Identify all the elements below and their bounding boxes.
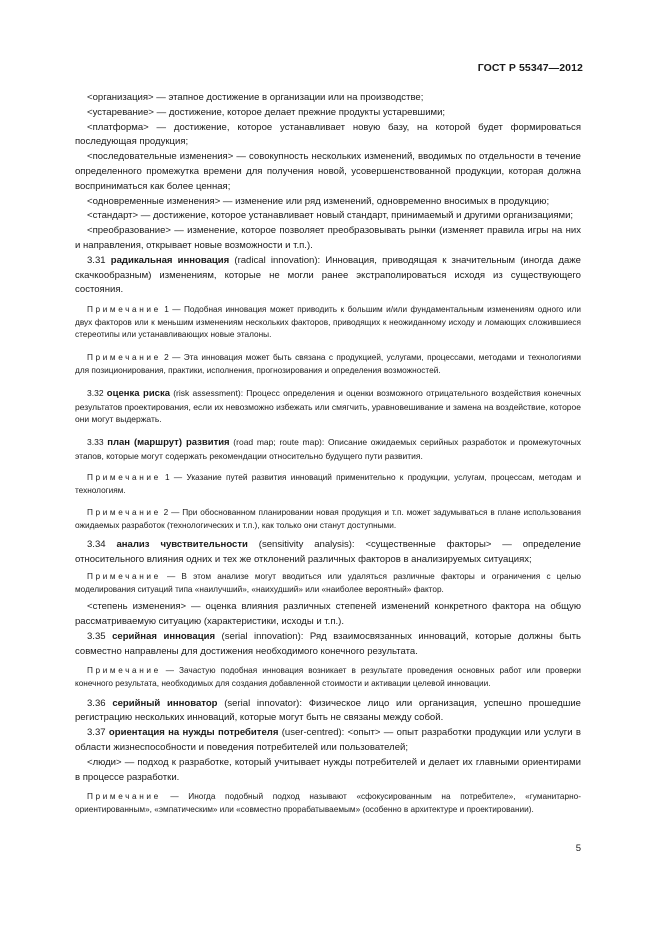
paragraph: <организация> — этапное достижение в организации или на производстве;: [87, 92, 424, 103]
term-text: (risk assessment): Процесс определения и оценки возможного отрицательного воздействия конечных результатов проектирования, если их невозможно избежать или смягчить, уравновешивание и замена на воздействие, которое они могут выдержать.: [75, 388, 581, 425]
note-block: Примечание 1 — Указание путей развития инноваций применительно к продукции, услугам, процессам, методам и технологиям.: [75, 473, 581, 495]
note-label: Примечание: [87, 473, 161, 483]
paragraph: <последовательные изменения> — совокупность нескольких изменений, вводимых по отдельности в течение определенного промежутка времени для получения новой, усовершенствованной продукции, которая должна восприниматься как более ценная;: [75, 151, 581, 192]
term-name: серийный инноватор: [112, 697, 218, 709]
paragraph: <преобразование> — изменение, которое позволяет преобразовывать рынки (изменяет правила игры на них и направления, открывает новые возможности и т.п.).: [75, 225, 581, 251]
note-text: — Подобная инновация может приводить к большим и/или фундаментальным изменениям одного или двух факторов или к меньшим изменениям нескольких факторов, приводящих к неожиданному исходу и ломающих сложившиеся стереотипы или устанавливающих новые эталоны.: [75, 305, 581, 340]
document-header: ГОСТ Р 55347—2012: [477, 62, 583, 74]
note-text: — Иногда подобный подход называют «сфокусированным на потребителе», «гуманитарно-ориентированным», «эмпатическим» или «совместно прорабатываемым» (особенно в архитектуре и проектировании).: [75, 792, 581, 814]
paragraph: <люди> — подход к разработке, который учитывает нужды потребителей и делает их главными ориентирами в процессе разработки.: [75, 756, 581, 783]
term-name: план (маршрут) развития: [107, 436, 230, 448]
paragraph: <степень изменения> — оценка влияния различных степеней изменений конкретного фактора на общую рассматриваемую ситуацию (характеристики, исходы и т.п.).: [75, 601, 581, 628]
term-number: 3.32: [87, 388, 104, 399]
note-label: Примечание: [87, 666, 161, 676]
term-number: 3.31: [87, 254, 106, 266]
paragraph: <устаревание> — достижение, которое делает прежние продукты устаревшими;: [87, 106, 446, 118]
note-text: — Указание путей развития инноваций применительно к продукции, услугам, процессам, методам и технологиям.: [75, 473, 581, 495]
note-block: Примечание 1 — Подобная инновация может приводить к большим и/или фундаментальным изменениям одного или двух факторов или к меньшим изменениям нескольких факторов, приводящих к неожиданному исходу и ломающих сложившиеся стереотипы или устанавливающих новые эталоны.: [75, 305, 581, 340]
paragraph: <стандарт> — достижение, которое устанавливает новый стандарт, принимаемый и другими организациями;: [87, 210, 574, 222]
note-text: — В этом анализе могут вводиться или удаляться различные факторы и ограничения с целью моделирования ситуаций типа «наилучший», «наихудший» или «наиболее вероятный» фактор.: [75, 572, 581, 594]
term-name: ориентация на нужды потребителя: [108, 727, 279, 739]
term-definition-3-34: [75, 538, 581, 568]
note-block: [75, 665, 581, 690]
term-number: 3.35: [87, 630, 106, 642]
note-block: [75, 791, 581, 816]
term-text: (serial innovation): Ряд взаимосвязанных инноваций, которые должны быть совместно направлены для достижения необходимого конечного результата.: [75, 630, 581, 657]
term-definition-3-33: [75, 436, 581, 462]
note-label: Примечание: [87, 352, 161, 362]
term-number: 3.37: [87, 727, 106, 739]
note-text: — При обоснованном планировании новая продукция и т.п. может задумываться в плане использования ожидаемых разработок (технологических и т.п.), как только они станут доступными.: [75, 508, 581, 530]
term-number: 3.33: [87, 436, 104, 447]
note-text: — Эта инновация может быть связана с продукцией, услугами, процессами, методами и технологиями для позиционирования, практики, исполнения, прогнозирования и определения возможностей.: [75, 352, 581, 375]
note-label: Примечание: [87, 792, 161, 802]
term-name: анализ чувствительности: [116, 539, 248, 551]
term-number: 3.36: [87, 697, 106, 709]
document-body: [75, 91, 581, 817]
paragraph: <платформа> — достижение, которое устанавливает новую базу, на которой будет формироваться последующая продукция;: [75, 121, 581, 148]
note-block: Примечание 2 — При обоснованном планировании новая продукция и т.п. может задумываться в плане использования ожидаемых разработок (технологических и т.п.), как только они станут доступными.: [75, 508, 581, 530]
note-block: Примечание 2 — Эта инновация может быть связана с продукцией, услугами, процессами, методами и технологиями для позиционирования, практики, исполнения, прогнозирования и определения возможностей.: [75, 352, 581, 375]
term-text: (road map; route map): Описание ожидаемых серийных разработок и промежуточных этапов, которые могут содержать рекомендации относительно будущего пути развития.: [75, 436, 581, 461]
term-text: (sensitivity analysis): <существенные факторы> — определение относительного влияния одних и тех же отклонений различных факторов в анализируемых ситуациях;: [75, 539, 581, 566]
note-label: Примечание: [87, 572, 161, 582]
term-text: (radical innovation): Инновация, приводящая к значительным (иногда даже скачкообразным) изменениям, которые не могли ранее экстраполироваться исходя из существующего состояния.: [75, 254, 581, 296]
term-name: радикальная инновация: [110, 254, 230, 266]
term-text: (user-centred): <опыт> — опыт разработки продукции или услуги в области жизнеспособности и поведения потребителей или пользователей;: [75, 727, 582, 754]
term-text: (serial innovator): Физическое лицо или организация, успешно прошедшие регистрацию нескольких инноваций, которые могут быть не связаны между собой.: [75, 697, 581, 724]
term-definition-3-37: [75, 726, 581, 756]
note-label: Примечание: [87, 508, 161, 518]
page-number: 5: [575, 843, 581, 854]
term-number: 3.34: [87, 539, 106, 551]
note-label: Примечание: [87, 305, 161, 315]
note-block: [75, 571, 581, 596]
note-text: — Зачастую подобная инновация возникает в результате проведения основных работ или проверки конечного результата, необходимых для создания добавленной стоимости и активации целевой инновации.: [75, 666, 581, 689]
term-definition-3-31: [75, 254, 581, 298]
term-name: серийная инновация: [112, 630, 216, 642]
paragraph: <одновременные изменения> — изменение или ряд изменений, одновременно вносимых в продукцию;: [87, 195, 550, 207]
term-definition-3-36: [75, 697, 581, 727]
term-definition-3-32: [75, 387, 581, 426]
term-name: оценка риска: [106, 388, 170, 400]
term-definition-3-35: [75, 630, 581, 660]
